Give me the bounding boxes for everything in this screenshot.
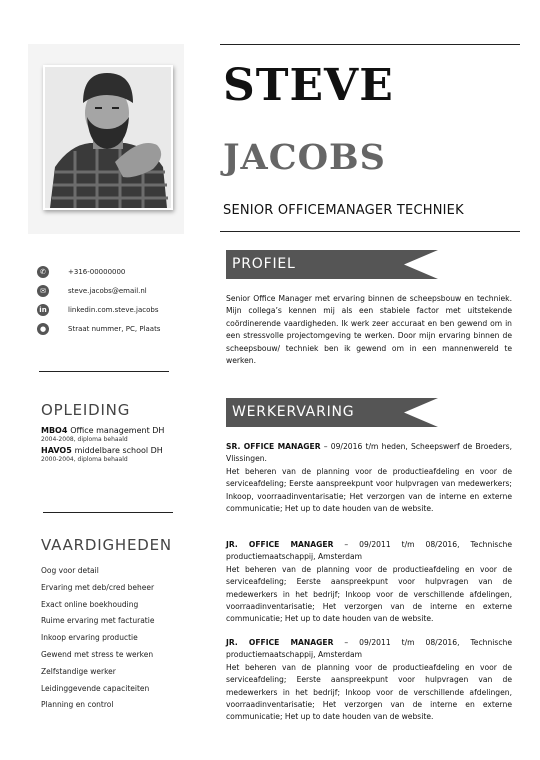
contact-phone <box>37 262 160 281</box>
location-pin-icon: ● <box>37 323 49 335</box>
job-entry <box>226 539 512 626</box>
profile-text: Senior Office Manager met ervaring binnen de scheepsbouw en techniek. Mijn collega’s kennen mij als een stabiele factor met uitstekende coördinerende vaardigheden. Ik werk zeer accuraat en ben gewend om in een stressvolle projectomgeving te werken. Door mijn ervaring binnen de scheepsbouw/ techniek ben ik gewend om in een mannenwereld te werken. <box>226 294 512 366</box>
job-meta: – 09/2016 t/m heden, Scheepswerf de Broeders, Vlissingen. <box>226 442 512 464</box>
job-entry <box>226 637 512 724</box>
education-heading: OPLEIDING <box>41 401 131 419</box>
phone-text: +316-00000000 <box>68 267 126 276</box>
linkedin-text: linkedin.com.steve.jacobs <box>68 305 159 314</box>
job-description: Het beheren van de planning voor de productieafdeling en voor de serviceafdeling; Eerste aanspreekpunt voor hulpvragen van de medewerkers in het bedrijf; Inkoop voor de verschillende afdelingen, voorraadinventarisatie; Het verzorgen van de interne en externe communicatie; Het up to date houden van de website. <box>226 564 512 624</box>
divider <box>39 371 169 372</box>
skill-item: Exact online boekhouding <box>41 599 139 609</box>
education-item-title: MBO4 Office management DH <box>41 426 165 435</box>
experience-banner <box>226 398 438 427</box>
contact-list <box>37 262 160 338</box>
email-text: steve.jacobs@email.nl <box>68 286 147 295</box>
contact-email <box>37 281 160 300</box>
skill-item: Leidinggevende capaciteiten <box>41 683 150 693</box>
skill-item: Ruime ervaring met facturatie <box>41 616 155 626</box>
last-name: JACOBS <box>223 137 386 178</box>
job-meta: – 09/2011 t/m 08/2016, Technische productiemaatschappij, Amsterdam <box>226 540 512 562</box>
address-text: Straat nummer, PC, Plaats <box>68 324 161 333</box>
job-meta: – 09/2011 t/m 08/2016, Technische productiemaatschappij, Amsterdam <box>226 638 512 660</box>
header-bottom-rule <box>220 231 520 232</box>
education-item-details: 2000-2004, diploma behaald <box>41 456 128 463</box>
job-description: Het beheren van de planning voor de productieafdeling en voor de serviceafdeling; Eerste aanspreekpunt voor hulpvragen van medewerkers; Inkoop, voorraadinventarisatie; Het verzorgen van de interne en externe communicatie; Het up to date houden van de website. <box>226 466 512 514</box>
profile-photo <box>43 65 173 210</box>
contact-address <box>37 319 160 338</box>
skills-heading: VAARDIGHEDEN <box>41 536 172 554</box>
divider <box>43 512 173 513</box>
profile-heading: PROFIEL <box>232 256 296 272</box>
education-item-details: 2004-2008, diploma behaald <box>41 436 128 443</box>
skill-item: Ervaring met deb/cred beheer <box>41 582 155 592</box>
job-title-label: JR. OFFICE MANAGER <box>226 638 334 647</box>
job-title: SENIOR OFFICEMANAGER TECHNIEK <box>223 203 464 218</box>
job-title-label: JR. OFFICE MANAGER <box>226 540 334 549</box>
education-item-title: HAVO5 middelbare school DH <box>41 446 163 455</box>
experience-heading: WERKERVARING <box>232 404 355 420</box>
skill-item: Inkoop ervaring productie <box>41 633 138 643</box>
portrait-image <box>45 67 171 208</box>
skill-item: Oog voor detail <box>41 566 99 575</box>
job-description: Het beheren van de planning voor de productieafdeling en voor de serviceafdeling; Eerste aanspreekpunt voor hulpvragen van de medewerkers in het bedrijf; Inkoop voor de verschillende afdelingen, voorraadinventarisatie; Het verzorgen van de interne en externe communicatie; Het up to date houden van de website. <box>226 662 512 722</box>
skill-item: Gewend met stress te werken <box>41 649 154 659</box>
phone-icon: ✆ <box>37 266 49 278</box>
education-list <box>41 426 164 466</box>
header-top-rule <box>220 44 520 45</box>
job-entry <box>226 441 512 515</box>
email-icon: ✉ <box>37 285 49 297</box>
job-title-label: SR. OFFICE MANAGER <box>226 442 321 451</box>
skill-item: Planning en control <box>41 700 114 710</box>
skills-list <box>41 563 154 714</box>
contact-linkedin <box>37 300 160 319</box>
profile-banner <box>226 250 438 279</box>
linkedin-icon: in <box>37 304 49 316</box>
skill-item: Zelfstandige werker <box>41 666 116 676</box>
first-name: STEVE <box>223 60 394 111</box>
